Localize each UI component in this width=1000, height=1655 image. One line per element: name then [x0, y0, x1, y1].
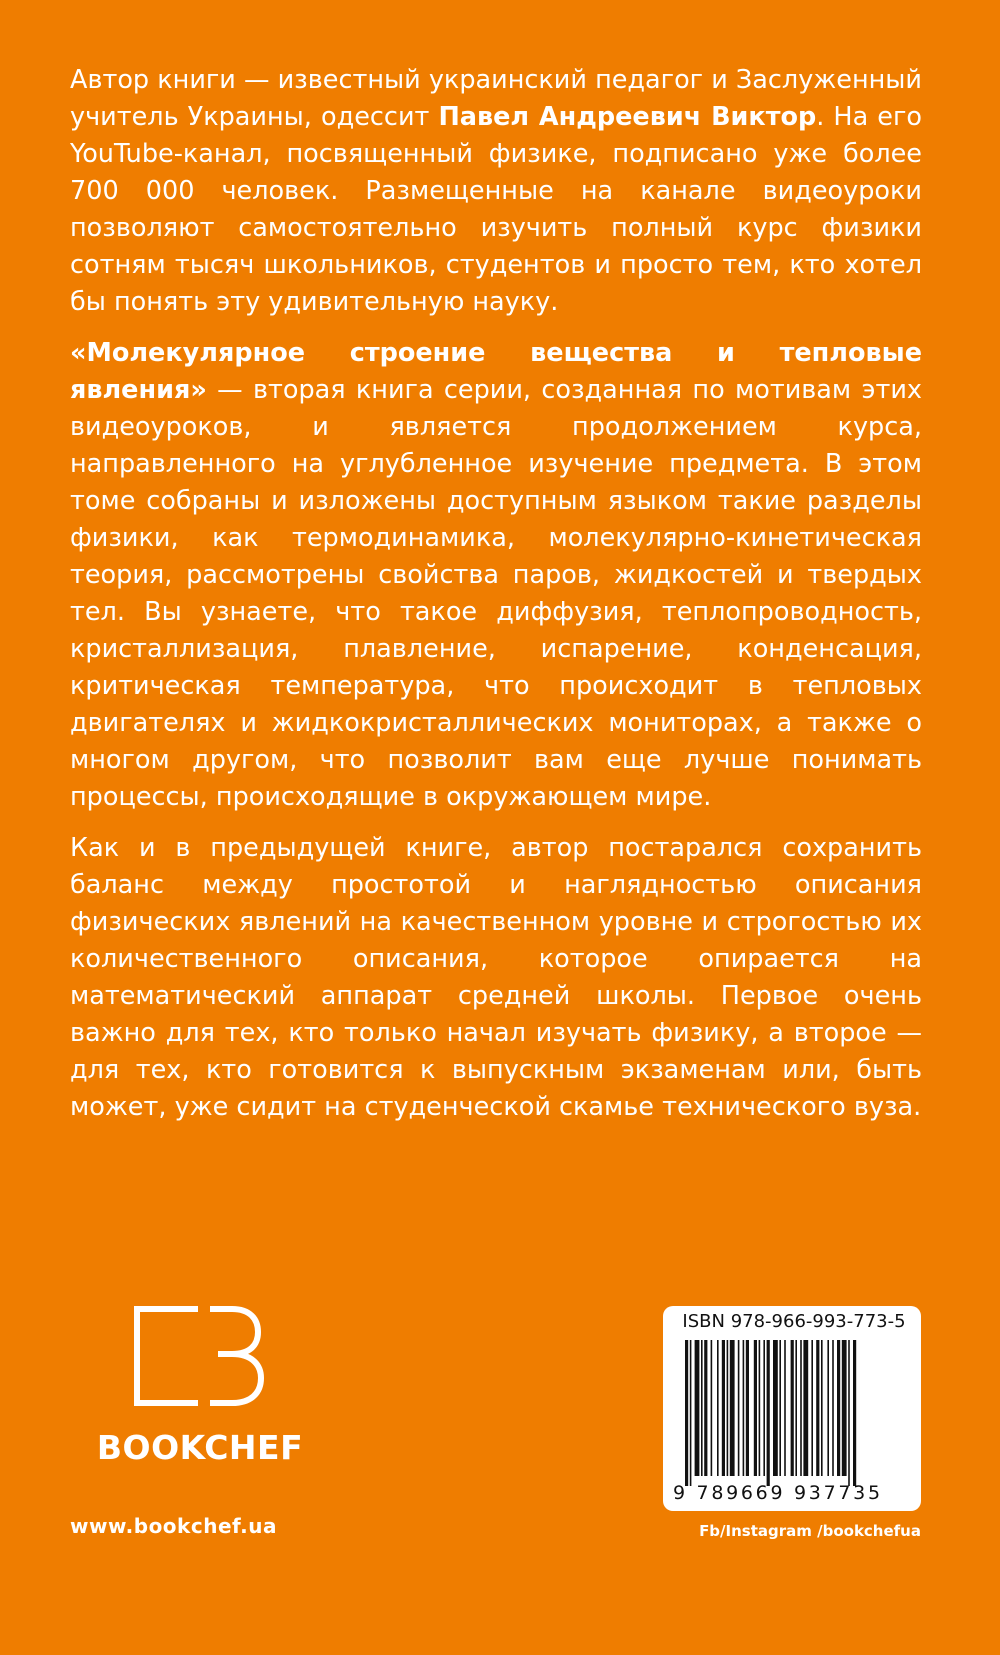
bookchef-logo-icon: [134, 1306, 264, 1406]
book-description: — вторая книга серии, созданная по мотивам этих видеоуроков, и является продолжением курса, направленного на углубленное изучение предмета. В этом томе собраны и изложены доступным языком такие разделы физики, как термодинамика, молекулярно-кинетическая теория, рассмотрены свойства паров, жидкостей и твердых тел. Вы узнаете, что такое диффузия, теплопроводность, кристаллизация, плавление, испарение, конденсация, критическая температура, что происходит в тепловых двигателях и жидкокристаллических мониторах, а также о многом другом, что позволит вам еще лучше понимать процессы, происходящие в окружающем мире.: [70, 375, 922, 812]
barcode-digits: 9 789669 937735: [673, 1482, 883, 1504]
author-text-end: . На его YouTube-канал, посвященный физике, подписано уже более 700 000 человек. Размещенные на канале видеоуроки позволяют самостоятельно изучить полный курс физики сотням тысяч школьников, студентов и просто тем, кто хотел бы понять эту удивительную науку.: [70, 102, 922, 317]
publisher-logo-text: BOOKCHEF: [96, 1428, 304, 1467]
publisher-website: www.bookchef.ua: [70, 1514, 277, 1538]
author-name: Павел Андреевич Виктор: [438, 102, 817, 132]
author-text-start: Автор книги — известный украинский педагог и Заслуженный учитель Украины, одессит: [70, 65, 922, 132]
paragraph-author: [70, 62, 922, 321]
barcode-icon: [685, 1340, 899, 1486]
isbn-barcode-panel: [663, 1306, 921, 1511]
paragraph-approach: Как и в предыдущей книге, автор постарался сохранить баланс между простотой и наглядностью описания физических явлений на качественном уровне и строгостью их количественного описания, которое опирается на математический аппарат средней школы. Первое очень важно для тех, кто только начал изучать физику, а второе — для тех, кто готовится к выпускным экзаменам или, быть может, уже сидит на студенческой скамье технического вуза.: [70, 833, 922, 1122]
isbn-number: ISBN 978-966-993-773-5: [682, 1311, 906, 1332]
social-handle: Fb/Instagram /bookchefua: [699, 1522, 921, 1540]
back-cover-text: [70, 62, 922, 1140]
book-title: «Молекулярное строение вещества и тепловые явления»: [70, 338, 922, 405]
paragraph-book: [70, 335, 922, 816]
